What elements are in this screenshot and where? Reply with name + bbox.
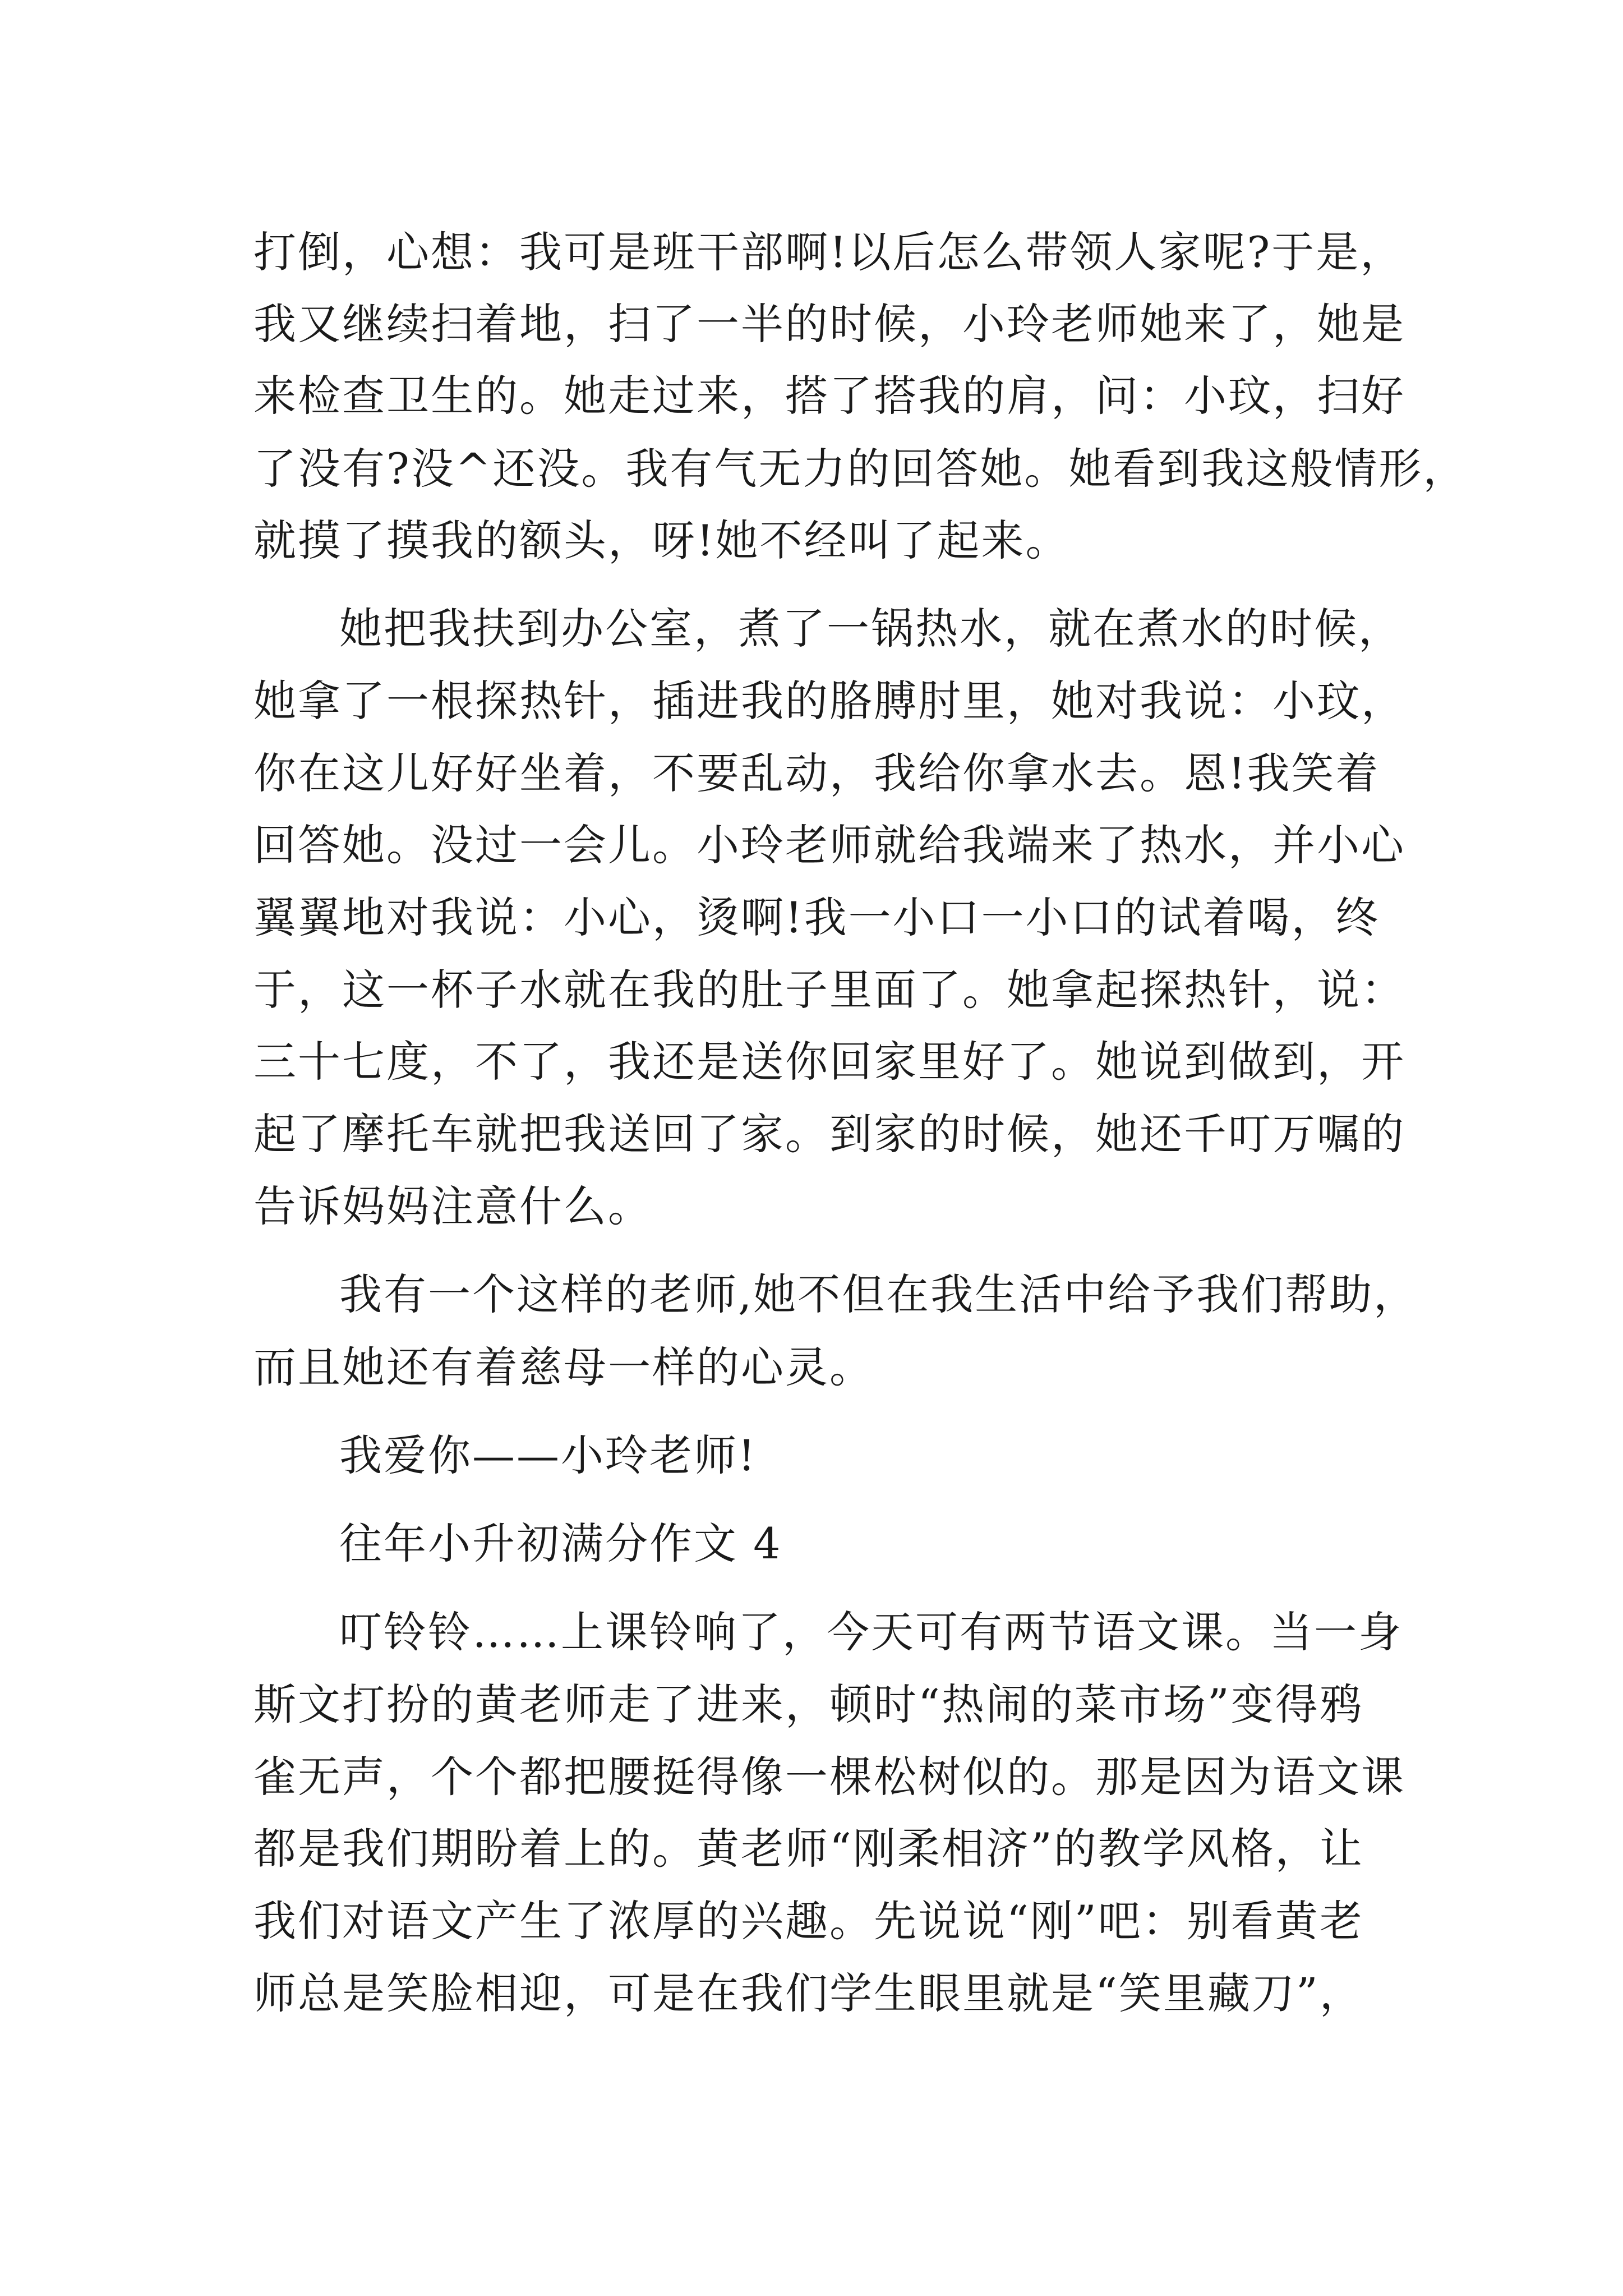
text-line: 雀无声，个个都把腰挺得像一棵松树似的。那是因为语文课 bbox=[253, 1752, 1405, 1802]
text-line: 斯文打扮的黄老师走了进来，顿时“热闹的菜市场”变得鸦 bbox=[253, 1680, 1364, 1729]
closing-line: 我爱你——小玲老师! bbox=[339, 1430, 757, 1480]
text-line: 就摸了摸我的额头，呀!她不经叫了起来。 bbox=[253, 516, 1070, 565]
text-line: 我们对语文产生了浓厚的兴趣。先说说“刚”吧：别看黄老 bbox=[253, 1896, 1364, 1946]
text-line: 翼翼地对我说：小心，烫啊!我一小口一小口的试着喝，终 bbox=[253, 892, 1380, 942]
text-line: 来检查卫生的。她走过来，搭了搭我的肩，问：小玟，扫好 bbox=[253, 371, 1405, 421]
text-line: 打倒，心想：我可是班干部啊!以后怎么带领人家呢?于是， bbox=[253, 227, 1405, 277]
text-line: 师总是笑脸相迎，可是在我们学生眼里就是“笑里藏刀”， bbox=[253, 1968, 1364, 2018]
section-heading: 往年小升初满分作文 4 bbox=[339, 1519, 782, 1568]
text-line: 回答她。没过一会儿。小玲老师就给我端来了热水，并小心 bbox=[253, 820, 1405, 870]
text-line: 了没有?没^还没。我有气无力的回答她。她看到我这般情形， bbox=[253, 444, 1468, 494]
text-line: 三十七度，不了，我还是送你回家里好了。她说到做到，开 bbox=[253, 1037, 1405, 1087]
text-line: 我又继续扫着地，扫了一半的时候，小玲老师她来了，她是 bbox=[253, 299, 1405, 349]
paragraph-first-line: 我有一个这样的老师,她不但在我生活中给予我们帮助， bbox=[339, 1269, 1418, 1319]
paragraph-first-line: 她把我扶到办公室，煮了一锅热水，就在煮水的时候， bbox=[339, 604, 1403, 654]
text-line: 于，这一杯子水就在我的肚子里面了。她拿起探热针，说： bbox=[253, 965, 1405, 1015]
text-line: 都是我们期盼着上的。黄老师“刚柔相济”的教学风格，让 bbox=[253, 1824, 1364, 1874]
paragraph-first-line: 叮铃铃……上课铃响了，今天可有两节语文课。当一身 bbox=[339, 1607, 1403, 1657]
text-line: 她拿了一根探热针，插进我的胳膊肘里，她对我说：小玟， bbox=[253, 676, 1405, 726]
text-line: 起了摩托车就把我送回了家。到家的时候，她还千叮万嘱的 bbox=[253, 1109, 1405, 1159]
text-line: 告诉妈妈注意什么。 bbox=[253, 1181, 652, 1231]
text-line: 你在这儿好好坐着，不要乱动，我给你拿水去。恩!我笑着 bbox=[253, 748, 1380, 798]
text-line: 而且她还有着慈母一样的心灵。 bbox=[253, 1342, 874, 1392]
